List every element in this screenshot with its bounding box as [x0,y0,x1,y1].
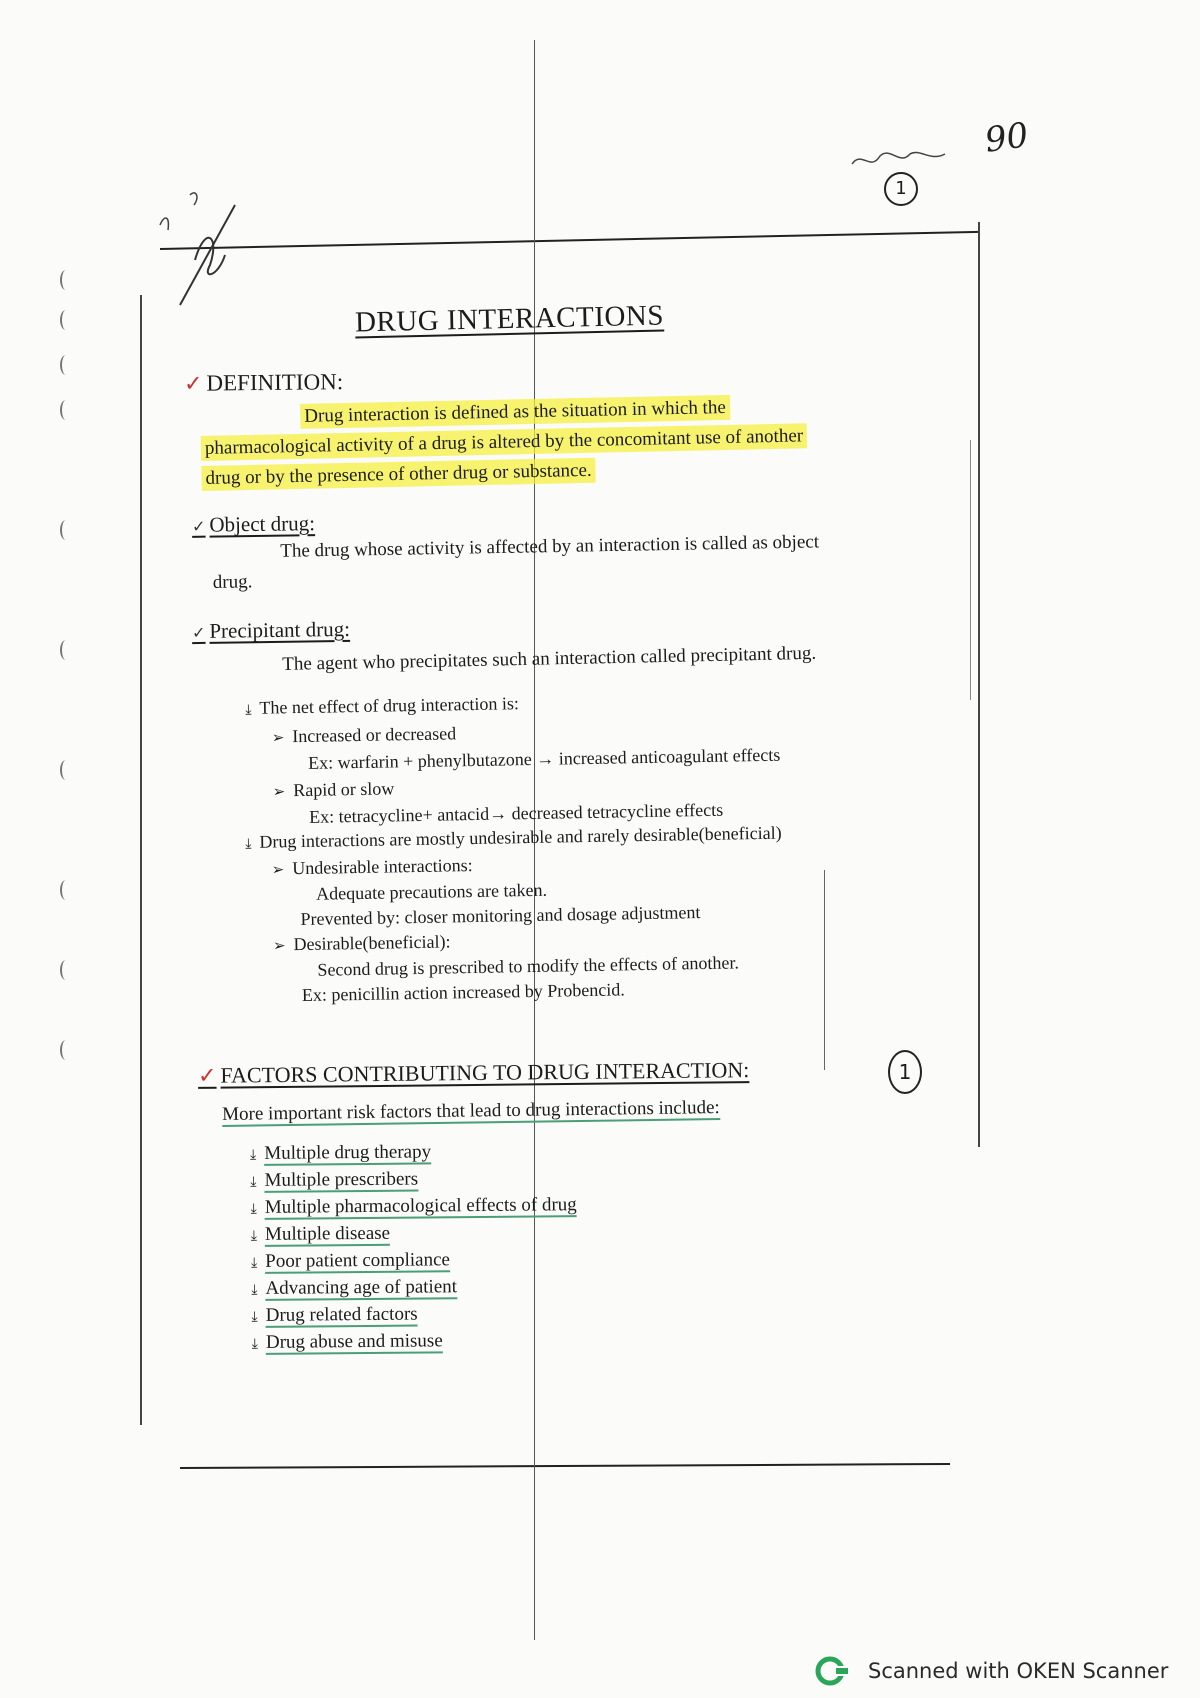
factors-heading-row [198,1057,750,1089]
page-left-border [140,295,142,1425]
precipitant-drug-heading: Precipitant drug: [209,616,351,643]
factor-list-item [251,1221,577,1251]
factor-text: Multiple prescribers [264,1168,419,1191]
scan-artifact-line-2 [970,440,971,700]
factors-intro [222,1093,720,1130]
factor-text: Multiple disease [264,1222,391,1245]
circled-note: 1 [888,1050,922,1094]
binder-mark [60,400,72,420]
object-drug-heading-row [192,511,315,538]
down-arrow-bullet-icon: ⤓ [251,1335,259,1352]
down-arrow-bullet-icon: ⤓ [251,1281,258,1298]
net-effect-intro: The net effect of drug interaction is: [259,693,520,718]
arrow-bullet-icon: ➢ [272,936,286,955]
factor-list-item [252,1329,578,1359]
down-arrow-bullet-icon: ⤓ [245,835,252,852]
arrow-bullet-icon: ➢ [271,860,285,879]
net-effect-example: Ex: tetracycline+ antacid→ decreased tetracycline effects [308,799,724,827]
net-effect-label: Increased or decreased [292,722,457,746]
down-arrow-bullet-icon: ⤓ [250,1254,258,1271]
factor-list-item [251,1248,577,1278]
scanner-watermark-text: Scanned with OKEN Scanner [868,1659,1169,1683]
page-right-border [978,222,980,1147]
arrow-bullet-icon: ➢ [271,727,285,747]
undesirable-line: Prevented by: closer monitoring and dosage adjustment [300,902,701,930]
oken-scanner-logo-icon [814,1655,854,1687]
down-arrow-bullet-icon: ⤓ [250,1227,258,1244]
desirable-line: Ex: penicillin action increased by Probencid. [301,979,625,1006]
page-title: DRUG INTERACTIONS [354,299,665,339]
factor-text: Multiple pharmacological effects of drug [264,1194,577,1218]
down-arrow-bullet-icon: ⤓ [250,1200,257,1217]
definition-line: Drug interaction is defined as the situation in which the [300,395,730,429]
red-check-icon: ✓ [183,371,203,397]
down-arrow-bullet-icon: ⤓ [250,1173,257,1190]
factor-list-item [250,1140,576,1170]
check-icon: ✓ [191,622,206,643]
binder-mark [60,270,72,290]
factor-text: Drug abuse and misuse [265,1330,443,1353]
definition-line: drug or by the presence of other drug or substance. [201,458,596,491]
binder-mark [60,520,72,540]
down-arrow-bullet-icon: ⤓ [245,701,252,718]
binder-mark [60,960,72,980]
factor-list-item [250,1167,576,1197]
factor-text: Multiple drug therapy [264,1141,432,1164]
mark-number: 90 [982,115,1031,161]
factor-text: Drug related factors [265,1303,418,1326]
net-effect-example: Ex: warfarin + phenylbutazone → increased anticoagulant effects [308,744,781,773]
red-check-icon: ✓ [197,1063,217,1089]
desirable-line: Second drug is prescribed to modify the effects of another. [317,952,740,980]
handwritten-signature [150,185,260,315]
page-top-rule [160,231,980,250]
binder-mark [60,310,72,330]
definition-line: pharmacological activity of a drug is altered by the concomitant use of another [201,423,808,461]
undesirable-line: Adequate precautions are taken. [315,879,548,904]
net-effect-block [245,686,781,832]
desirability-intro: Drug interactions are mostly undesirable and rarely desirable(beneficial) [259,822,782,852]
arrow-bullet-icon: ➢ [272,781,286,801]
down-arrow-bullet-icon: ⤓ [251,1308,258,1325]
precipitant-drug-heading-row [192,617,350,644]
handwritten-scribble [850,142,960,172]
definition-heading: DEFINITION: [206,369,344,396]
binder-mark [60,355,72,375]
binder-mark [60,1040,72,1060]
undesirable-label: Undesirable interactions: [292,855,473,879]
factors-intro-text: More important risk factors that lead to drug interactions include: [222,1097,720,1125]
object-drug-heading: Object drug: [209,511,316,537]
definition-text [200,391,808,494]
page-number-circled: 1 [884,172,918,206]
desirability-block [245,821,785,1009]
desirable-label: Desirable(beneficial): [293,931,451,955]
object-drug-line: The drug whose activity is affected by an interaction is called as object [280,531,820,562]
object-drug-text [212,527,820,598]
down-arrow-bullet-icon: ⤓ [250,1146,257,1163]
factor-text: Advancing age of patient [265,1276,458,1299]
factor-text: Poor patient compliance [265,1249,450,1272]
definition-heading-row [184,369,343,397]
check-icon: ✓ [191,516,206,536]
page-bottom-rule [180,1463,950,1469]
factor-list-item [251,1302,577,1332]
factor-list-item [251,1275,577,1305]
factors-list [250,1140,578,1359]
object-drug-line: drug. [212,571,253,593]
binder-mark [60,640,72,660]
factor-list-item [250,1194,576,1224]
binder-mark [60,760,72,780]
scan-artifact-line [824,870,825,1070]
factors-heading: FACTORS CONTRIBUTING TO DRUG INTERACTION: [220,1057,750,1088]
precipitant-drug-text: The agent who precipitates such an interaction called precipitant drug. [282,642,817,675]
binder-mark [60,880,72,900]
net-effect-label: Rapid or slow [293,777,395,800]
